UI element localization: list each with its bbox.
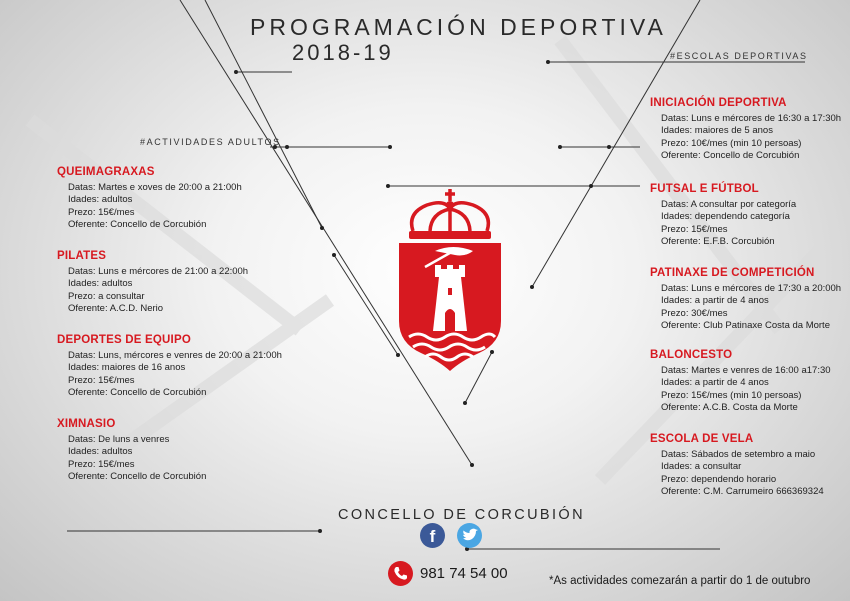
school-price: Prezo: 10€/mes (min 10 persoas)	[661, 137, 802, 149]
activity-title: PILATES	[57, 250, 107, 262]
schools-tag: #ESCOLAS DEPORTIVAS	[670, 51, 808, 61]
activity-schedule: Datas: De luns a venres	[68, 434, 170, 445]
activity-title: XIMNASIO	[57, 418, 116, 430]
school-schedule: Datas: Sábados de setembro a maio	[661, 449, 816, 460]
activity-provider: Oferente: Concello de Corcubión	[68, 471, 207, 483]
facebook-icon[interactable]: f	[420, 523, 445, 548]
school-schedule: Datas: Luns e mércores de 16:30 a 17:30h	[661, 113, 842, 124]
school-ages: Idades: maiores de 5 anos	[661, 125, 773, 137]
school-provider: Oferente: Concello de Corcubión	[661, 150, 800, 162]
activity-price: Prezo: 15€/mes	[68, 374, 135, 386]
school-price: Prezo: 30€/mes	[661, 307, 728, 319]
activity-provider: Oferente: Concello de Corcubión	[68, 219, 207, 231]
school-ages: Idades: a partir de 4 anos	[661, 377, 769, 389]
school-title: PATINAXE DE COMPETICIÓN	[650, 267, 815, 279]
school-provider: Oferente: C.M. Carrumeiro 666369324	[661, 486, 824, 498]
phone-icon	[388, 561, 413, 586]
coat-of-arms	[395, 185, 505, 375]
school-ages: Idades: dependendo categoría	[661, 211, 790, 223]
activity-title: DEPORTES DE EQUIPO	[57, 334, 191, 346]
start-date-note: *As actividades comezarán a partir do 1 de outubro	[549, 575, 811, 587]
school-patinaxe	[650, 267, 850, 333]
school-iniciacion-deportiva	[650, 97, 850, 163]
activity-title: QUEIMAGRAXAS	[57, 166, 155, 178]
activity-price: Prezo: 15€/mes	[68, 458, 135, 470]
activity-pilates	[57, 250, 357, 316]
school-schedule: Datas: A consultar por categoría	[661, 199, 797, 210]
school-ages: Idades: a consultar	[661, 461, 742, 473]
school-provider: Oferente: Club Patinaxe Costa da Morte	[661, 320, 830, 332]
school-schedule: Datas: Martes e venres de 16:00 a17:30	[661, 365, 831, 376]
school-futsal-e-futbol	[650, 183, 850, 249]
activity-ages: Idades: adultos	[68, 278, 133, 290]
school-title: INICIACIÓN DEPORTIVA	[650, 97, 787, 109]
school-ages: Idades: a partir de 4 anos	[661, 295, 769, 307]
school-baloncesto	[650, 349, 850, 415]
school-title: ESCOLA DE VELA	[650, 433, 754, 445]
activity-schedule: Datas: Luns, mércores e venres de 20:00 a 21:00h	[68, 350, 282, 361]
activity-ages: Idades: adultos	[68, 446, 133, 458]
activity-ages: Idades: maiores de 16 anos	[68, 362, 186, 374]
school-title: BALONCESTO	[650, 349, 733, 361]
adults-tag: #ACTIVIDADES ADULTOS	[140, 137, 281, 147]
activity-ximnasio	[57, 418, 357, 484]
season-year: 2018-19	[292, 40, 394, 65]
activity-schedule: Datas: Martes e xoves de 20:00 a 21:00h	[68, 182, 242, 193]
school-provider: Oferente: E.F.B. Corcubión	[661, 236, 775, 248]
school-price: Prezo: 15€/mes (min 10 persoas)	[661, 389, 802, 401]
concello-name: CONCELLO DE CORCUBIÓN	[338, 507, 585, 523]
phone-number[interactable]: 981 74 54 00	[420, 565, 508, 582]
school-price: Prezo: 15€/mes	[661, 223, 728, 235]
activity-schedule: Datas: Luns e mércores de 21:00 a 22:00h	[68, 266, 249, 277]
page-title: PROGRAMACIÓN DEPORTIVA	[250, 14, 667, 40]
activity-ages: Idades: adultos	[68, 194, 133, 206]
activity-provider: Oferente: Concello de Corcubión	[68, 387, 207, 399]
activity-price: Prezo: 15€/mes	[68, 206, 135, 218]
activity-price: Prezo: a consultar	[68, 290, 145, 302]
school-price: Prezo: dependendo horario	[661, 473, 777, 485]
twitter-icon[interactable]	[457, 523, 482, 548]
school-escola-de-vela	[650, 433, 850, 499]
school-title: FUTSAL E FÚTBOL	[650, 183, 759, 195]
activity-provider: Oferente: A.C.D. Nerio	[68, 303, 164, 315]
activity-deportes-de-equipo	[57, 334, 357, 400]
school-schedule: Datas: Luns e mércores de 17:30 a 20:00h	[661, 283, 842, 294]
school-provider: Oferente: A.C.B. Costa da Morte	[661, 402, 798, 414]
activity-queimagraxas	[57, 166, 357, 232]
